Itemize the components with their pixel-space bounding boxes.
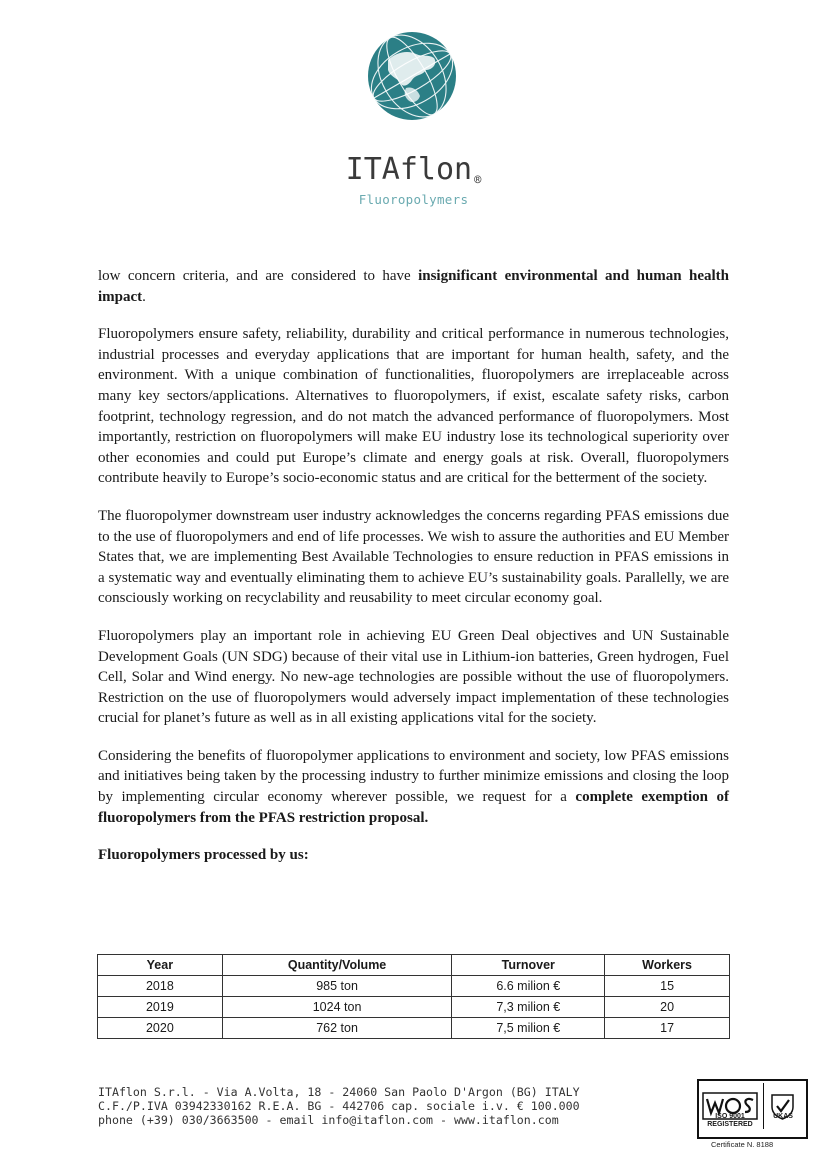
footer-contact: phone (+39) 030/3663500 - email info@itaflon.com - www.itaflon.com (98, 1113, 559, 1127)
p5-part-1: Considering the benefits of fluoropolymer applications to environment and society, low PFAS emissions and initiatives being taken by the processing industry to further minimize emissions and closing the loop by implementing circular economy wherever possible, we request for a (98, 747, 729, 806)
cell-year: 2018 (98, 976, 223, 997)
fluoropolymer-table (97, 954, 730, 1039)
paragraph-1 (98, 266, 729, 307)
cell-turnover: 7,3 milion € (452, 997, 605, 1018)
ukas-label: UKAS (773, 1113, 793, 1120)
brand-name (0, 152, 827, 188)
table-row (98, 997, 730, 1018)
col-year: Year (98, 955, 223, 976)
footer-registration: C.F./P.IVA 03942330162 R.E.A. BG - 442706 cap. sociale i.v. € 100.000 (98, 1099, 580, 1113)
cell-turnover: 7,5 milion € (452, 1018, 605, 1039)
cell-workers: 17 (605, 1018, 730, 1039)
col-quantity: Quantity/Volume (222, 955, 452, 976)
table-header-row (98, 955, 730, 976)
brand-text: ITAflon (345, 152, 473, 187)
cell-workers: 15 (605, 976, 730, 997)
cell-quantity: 1024 ton (222, 997, 452, 1018)
table-row (98, 1018, 730, 1039)
company-footer (98, 1085, 658, 1127)
cell-workers: 20 (605, 997, 730, 1018)
cell-year: 2020 (98, 1018, 223, 1039)
cell-year: 2019 (98, 997, 223, 1018)
brand-tagline: Fluoropolymers (358, 192, 469, 207)
cell-turnover: 6.6 milion € (452, 976, 605, 997)
iso-standard: ISO 9001 (715, 1113, 745, 1120)
col-workers: Workers (605, 955, 730, 976)
paragraph-2: Fluoropolymers ensure safety, reliability, durability and critical performance in numerous technologies, industrial processes and everyday applications that are important for human health, safety, and the environment. With a unique combination of functionalities, fluoropolymers are irreplaceable across many key sectors/applications. Alternatives to fluoropolymers, if exist, escalate safety risks, carbon footprint, technology regression, and do not match the advanced performance of fluoropolymers. Most importantly, restriction on fluoropolymers will make EU industry lose its technological superiority over other economies and could put Europe’s climate and energy goals at risk. Overall, fluoropolymers contribute heavily to Europe’s socio-economic status and are critical for the betterment of the society. (98, 326, 729, 487)
p5-part-2: complete exemption of fluoropolymers from the PFAS restriction proposal. (98, 789, 729, 826)
p1-part-3: . (142, 288, 146, 305)
p1-part-1: low concern criteria, and are considered to have (98, 268, 419, 284)
iso-status: REGISTERED (707, 1121, 753, 1128)
p1-part-2: insignificant environmental and human health impact (98, 268, 730, 305)
col-turnover: Turnover (452, 955, 605, 976)
certificate-number: Certificate N. 8188 (711, 1140, 774, 1149)
paragraph-5 (98, 746, 729, 828)
table-row (98, 976, 730, 997)
letter-body (98, 266, 729, 865)
cell-quantity: 985 ton (222, 976, 452, 997)
paragraph-4: Fluoropolymers play an important role in achieving EU Green Deal objectives and UN Sustainable Development Goals (UN SDG) because of their vital use in Lithium-ion batteries, Green hydrogen, Fuel Cell, Solar and Wind energy. No new-age technologies are possible without the use of fluoropolymers. Restriction on the use of fluoropolymers would adversely impact implementation of these technologies crucial for planet’s future as well as in all existing applications vital for the society. (98, 627, 729, 727)
table-heading: Fluoropolymers processed by us: (98, 847, 309, 864)
paragraph-3: The fluoropolymer downstream user industry acknowledges the concerns regarding PFAS emissions due to the use of fluoropolymers and end of life processes. We wish to assure the authorities and EU Member States that, we are implementing Best Available Technologies to ensure reduction in PFAS emissions in a systematic way and eventually eliminating them to achieve EU’s sustainability goals. Parallelly, we are consciously working on recyclability and reusability to meet circular economy goal. (98, 507, 729, 607)
registered-mark: ® (474, 173, 482, 187)
globe-logo-icon (366, 30, 458, 122)
ukas-crown-icon (763, 1083, 801, 1129)
cell-quantity: 762 ton (222, 1018, 452, 1039)
footer-address: ITAflon S.r.l. - Via A.Volta, 18 - 24060 San Paolo D'Argon (BG) ITALY (98, 1085, 580, 1099)
iso-label (701, 1113, 759, 1129)
